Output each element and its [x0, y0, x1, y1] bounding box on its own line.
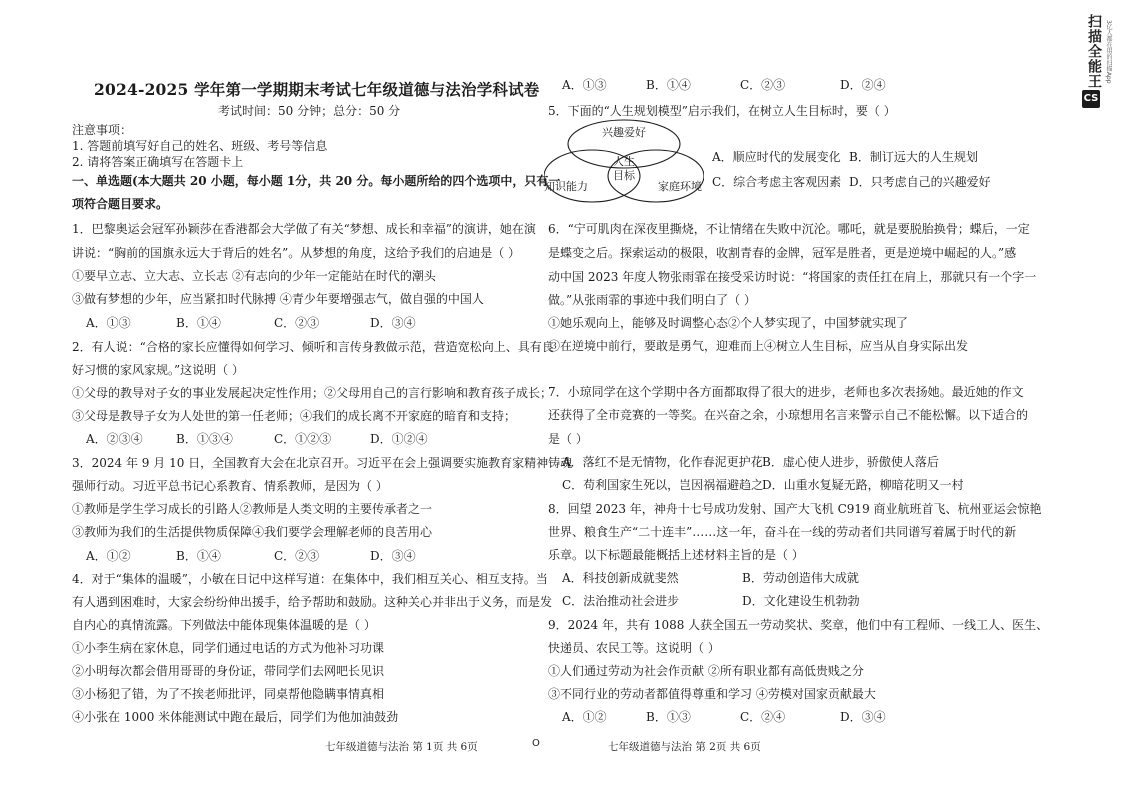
venn-label-ability: 知识能力	[544, 180, 588, 193]
question-4-statement: ①小李生病在家休息，同学们通过电话的方式为他补习功课	[72, 641, 385, 655]
option-c[interactable]: C．②④	[740, 710, 786, 724]
venn-label-family: 家庭环境	[658, 180, 702, 193]
question-8-line: 世界、粮食生产“二十连丰”……这一年，奋斗在一线的劳动者们共同谱写着属于时代的新	[548, 525, 1017, 539]
venn-label-center-2: 目标	[613, 169, 635, 182]
section-title: 项符合题目要求。	[72, 197, 169, 211]
question-3-statement: ①教师是学生学习成长的引路人②教师是人类文明的主要传承者之一	[72, 502, 433, 516]
option-c[interactable]: C．苟利国家生死以，岂因祸福避趋之	[562, 478, 764, 492]
question-1-statement: ①要早立志、立大志、立长志 ②有志向的少年一定能站在时代的潮头	[72, 269, 436, 283]
option-b[interactable]: B．①③	[646, 710, 691, 724]
question-6-statement: ①她乐观向上，能够及时调整心态②个人梦实现了，中国梦就实现了	[548, 316, 909, 330]
question-7-line: 是（ ）	[548, 432, 588, 446]
section-title: 一、单选题(本大题共 20 小题，每小题 1分，共 20 分。每小题所给的四个选项中，只有一	[72, 174, 561, 188]
question-3-line: 3．2024 年 9 月 10 日，全国教育大会在北京召开。习近平在会上强调要实施教育家精神铸魂	[72, 456, 573, 470]
option-d[interactable]: D．只考虑自己的兴趣爱好	[849, 175, 991, 189]
note-line: 1. 答题前填写好自己的姓名、班级、考号等信息	[72, 139, 328, 153]
option-c[interactable]: C．综合考虑主客观因素	[712, 175, 842, 189]
option-b[interactable]: B．虚心使人进步，骄傲使人落后	[762, 455, 939, 469]
option-c[interactable]: C．②③	[274, 316, 320, 330]
question-1-statement: ③做有梦想的少年，应当紧扣时代脉搏 ④青少年要增强志气，做自强的中国人	[72, 292, 484, 306]
question-9-statement: ③不同行业的劳动者都值得尊重和学习 ④劳模对国家贡献最大	[548, 687, 876, 701]
scanner-logo-icon: CS	[1082, 90, 1100, 108]
page-footer: 七年级道德与法治 第 1页 共 6页	[325, 741, 478, 753]
option-d[interactable]: D．③④	[840, 710, 886, 724]
option-c[interactable]: C．法治推动社会进步	[562, 594, 680, 608]
question-2-statement: ③父母是教导子女为人处世的第一任老师；④我们的成长离不开家庭的暗育和支持；	[72, 409, 517, 423]
question-6-line: 6．“宁可肌肉在深夜里撕烧，不让情绪在失败中沉沦。哪吒，就是要脱胎换骨；蝶后，一定	[548, 222, 1030, 236]
option-b[interactable]: B．①④	[176, 549, 221, 563]
exam-title: 2024-2025 学年第一学期期末考试七年级道德与法治学科试卷	[94, 80, 540, 99]
question-4-line: 自内心的真情流露。下列做法中能体现集体温暖的是（ ）	[72, 618, 376, 632]
question-1-line: 讲说：“胸前的国旗永远大于背后的姓名”。从梦想的角度，这给予我们的启迪是（ ）	[72, 246, 521, 260]
option-d[interactable]: D．③④	[370, 549, 416, 563]
option-a[interactable]: A．落红不是无情物，化作春泥更护花	[562, 455, 763, 469]
question-3-line: 强师行动。习近平总书记心系教育、情系教师，是因为（ ）	[72, 479, 388, 493]
option-c[interactable]: C．①②③	[274, 432, 332, 446]
question-9-statement: ①人们通过劳动为社会作贡献 ②所有职业都有高低贵贱之分	[548, 664, 864, 678]
question-4-line: 4．对于“集体的温暖”，小敏在日记中这样写道：在集体中，我们相互关心、相互支持。当	[72, 572, 548, 586]
question-7-line: 7．小琼同学在这个学期中各方面都取得了很大的进步，老师也多次表扬她。最近她的作文	[548, 385, 1024, 399]
question-4-statement: ②小明每次都会借用哥哥的身份证，带同学们去网吧长见识	[72, 664, 385, 678]
option-b[interactable]: B．劳动创造伟大成就	[742, 571, 859, 585]
question-4-statement: ④小张在 1000 米体能测试中跑在最后，同学们为他加油鼓劲	[72, 710, 399, 724]
option-a[interactable]: A．①②	[86, 549, 131, 563]
scanner-brand-name: 扫描全能王	[1086, 14, 1102, 89]
question-6-line: 动中国 2023 年度人物张雨霏在接受采访时说：“将国家的责任扛在肩上，那就只有一个字一	[548, 270, 1037, 284]
option-a[interactable]: A．科技创新成就斐然	[562, 571, 679, 585]
option-a[interactable]: A．顺应时代的发展变化	[712, 150, 841, 164]
question-1-line: 1．巴黎奥运会冠军孙颖莎在香港都会大学做了有关“梦想、成长和幸福”的演讲，她在演	[72, 222, 536, 236]
option-b[interactable]: B．制订远大的人生规划	[849, 150, 978, 164]
option-b[interactable]: B．①④	[646, 78, 691, 92]
option-d[interactable]: D．文化建设生机勃勃	[742, 594, 860, 608]
question-4-statement: ③小杨犯了错，为了不挨老师批评，同桌帮他隐瞒事情真相	[72, 687, 385, 701]
question-3-statement: ③教师为我们的生活提供物质保障④我们要学会理解老师的良苦用心	[72, 525, 433, 539]
question-8-line: 乐章。以下标题最能概括上述材料主旨的是（ ）	[548, 548, 804, 562]
venn-label-interest: 兴趣爱好	[602, 126, 646, 139]
option-d[interactable]: D．②④	[840, 78, 886, 92]
question-8-line: 8．回望 2023 年，神舟十七号成功发射、国产大飞机 C919 商业航班首飞、杭州亚运会惊艳	[548, 502, 1042, 516]
life-planning-venn-diagram	[544, 114, 704, 204]
option-d[interactable]: D．山重水复疑无路，柳暗花明又一村	[762, 478, 964, 492]
center-mark: O	[532, 738, 540, 749]
page-footer: 七年级道德与法治 第 2页 共 6页	[608, 741, 761, 753]
question-7-line: 还获得了全市竞赛的一等奖。在兴奋之余，小琼想用名言来警示自己不能松懈。以下适合的	[548, 408, 1029, 422]
question-9-line: 9．2024 年，共有 1088 人获全国五一劳动奖状、奖章，他们中有工程师、一线工人、医生、	[548, 618, 1049, 632]
question-2-line: 好习惯的家风家规。”这说明（ ）	[72, 363, 244, 377]
option-d[interactable]: D．③④	[370, 316, 416, 330]
question-5-stem: 5．下面的“人生规划模型”启示我们，在树立人生目标时，要（ ）	[548, 104, 896, 118]
question-6-line: 做。”从张雨霏的事迹中我们明白了（ ）	[548, 293, 756, 307]
question-6-line: 是蝶变之后。探索运动的极限，收割青春的金牌，冠军是胜者，更是逆境中崛起的人。”感	[548, 246, 1017, 260]
question-6-statement: ③在逆境中前行，要敢是勇气，迎难而上④树立人生目标，应当从自身实际出发	[548, 339, 969, 353]
option-a[interactable]: A．②③④	[86, 432, 143, 446]
venn-label-center-1: 人生	[613, 155, 635, 168]
option-d[interactable]: D．①②④	[370, 432, 428, 446]
option-c[interactable]: C．②③	[274, 549, 320, 563]
option-b[interactable]: B．①④	[176, 316, 221, 330]
option-c[interactable]: C．②③	[740, 78, 786, 92]
scanner-brand-tagline: 3亿人都在用的扫描App	[1105, 20, 1112, 84]
option-a[interactable]: A．①②	[562, 710, 607, 724]
question-9-line: 快递员、农民工等。这说明（ ）	[548, 641, 720, 655]
notes-heading: 注意事项：	[72, 123, 133, 137]
question-4-line: 有人遇到困难时，大家会纷纷伸出援手，给予帮助和鼓励。这种关心并非出于义务，而是发	[72, 595, 553, 609]
option-a[interactable]: A．①③	[86, 316, 131, 330]
question-2-statement: ①父母的教导对子女的事业发展起决定性作用；②父母用自己的言行影响和教育孩子成长；	[72, 386, 553, 400]
question-2-line: 2．有人说：“合格的家长应懂得如何学习、倾听和言传身教做示范，营造宽松向上、具有良	[72, 340, 554, 354]
option-b[interactable]: B．①③④	[176, 432, 233, 446]
exam-info: 考试时间：50 分钟；总分：50 分	[218, 104, 401, 118]
note-line: 2. 请将答案正确填写在答题卡上	[72, 155, 244, 169]
option-a[interactable]: A．①③	[562, 78, 607, 92]
